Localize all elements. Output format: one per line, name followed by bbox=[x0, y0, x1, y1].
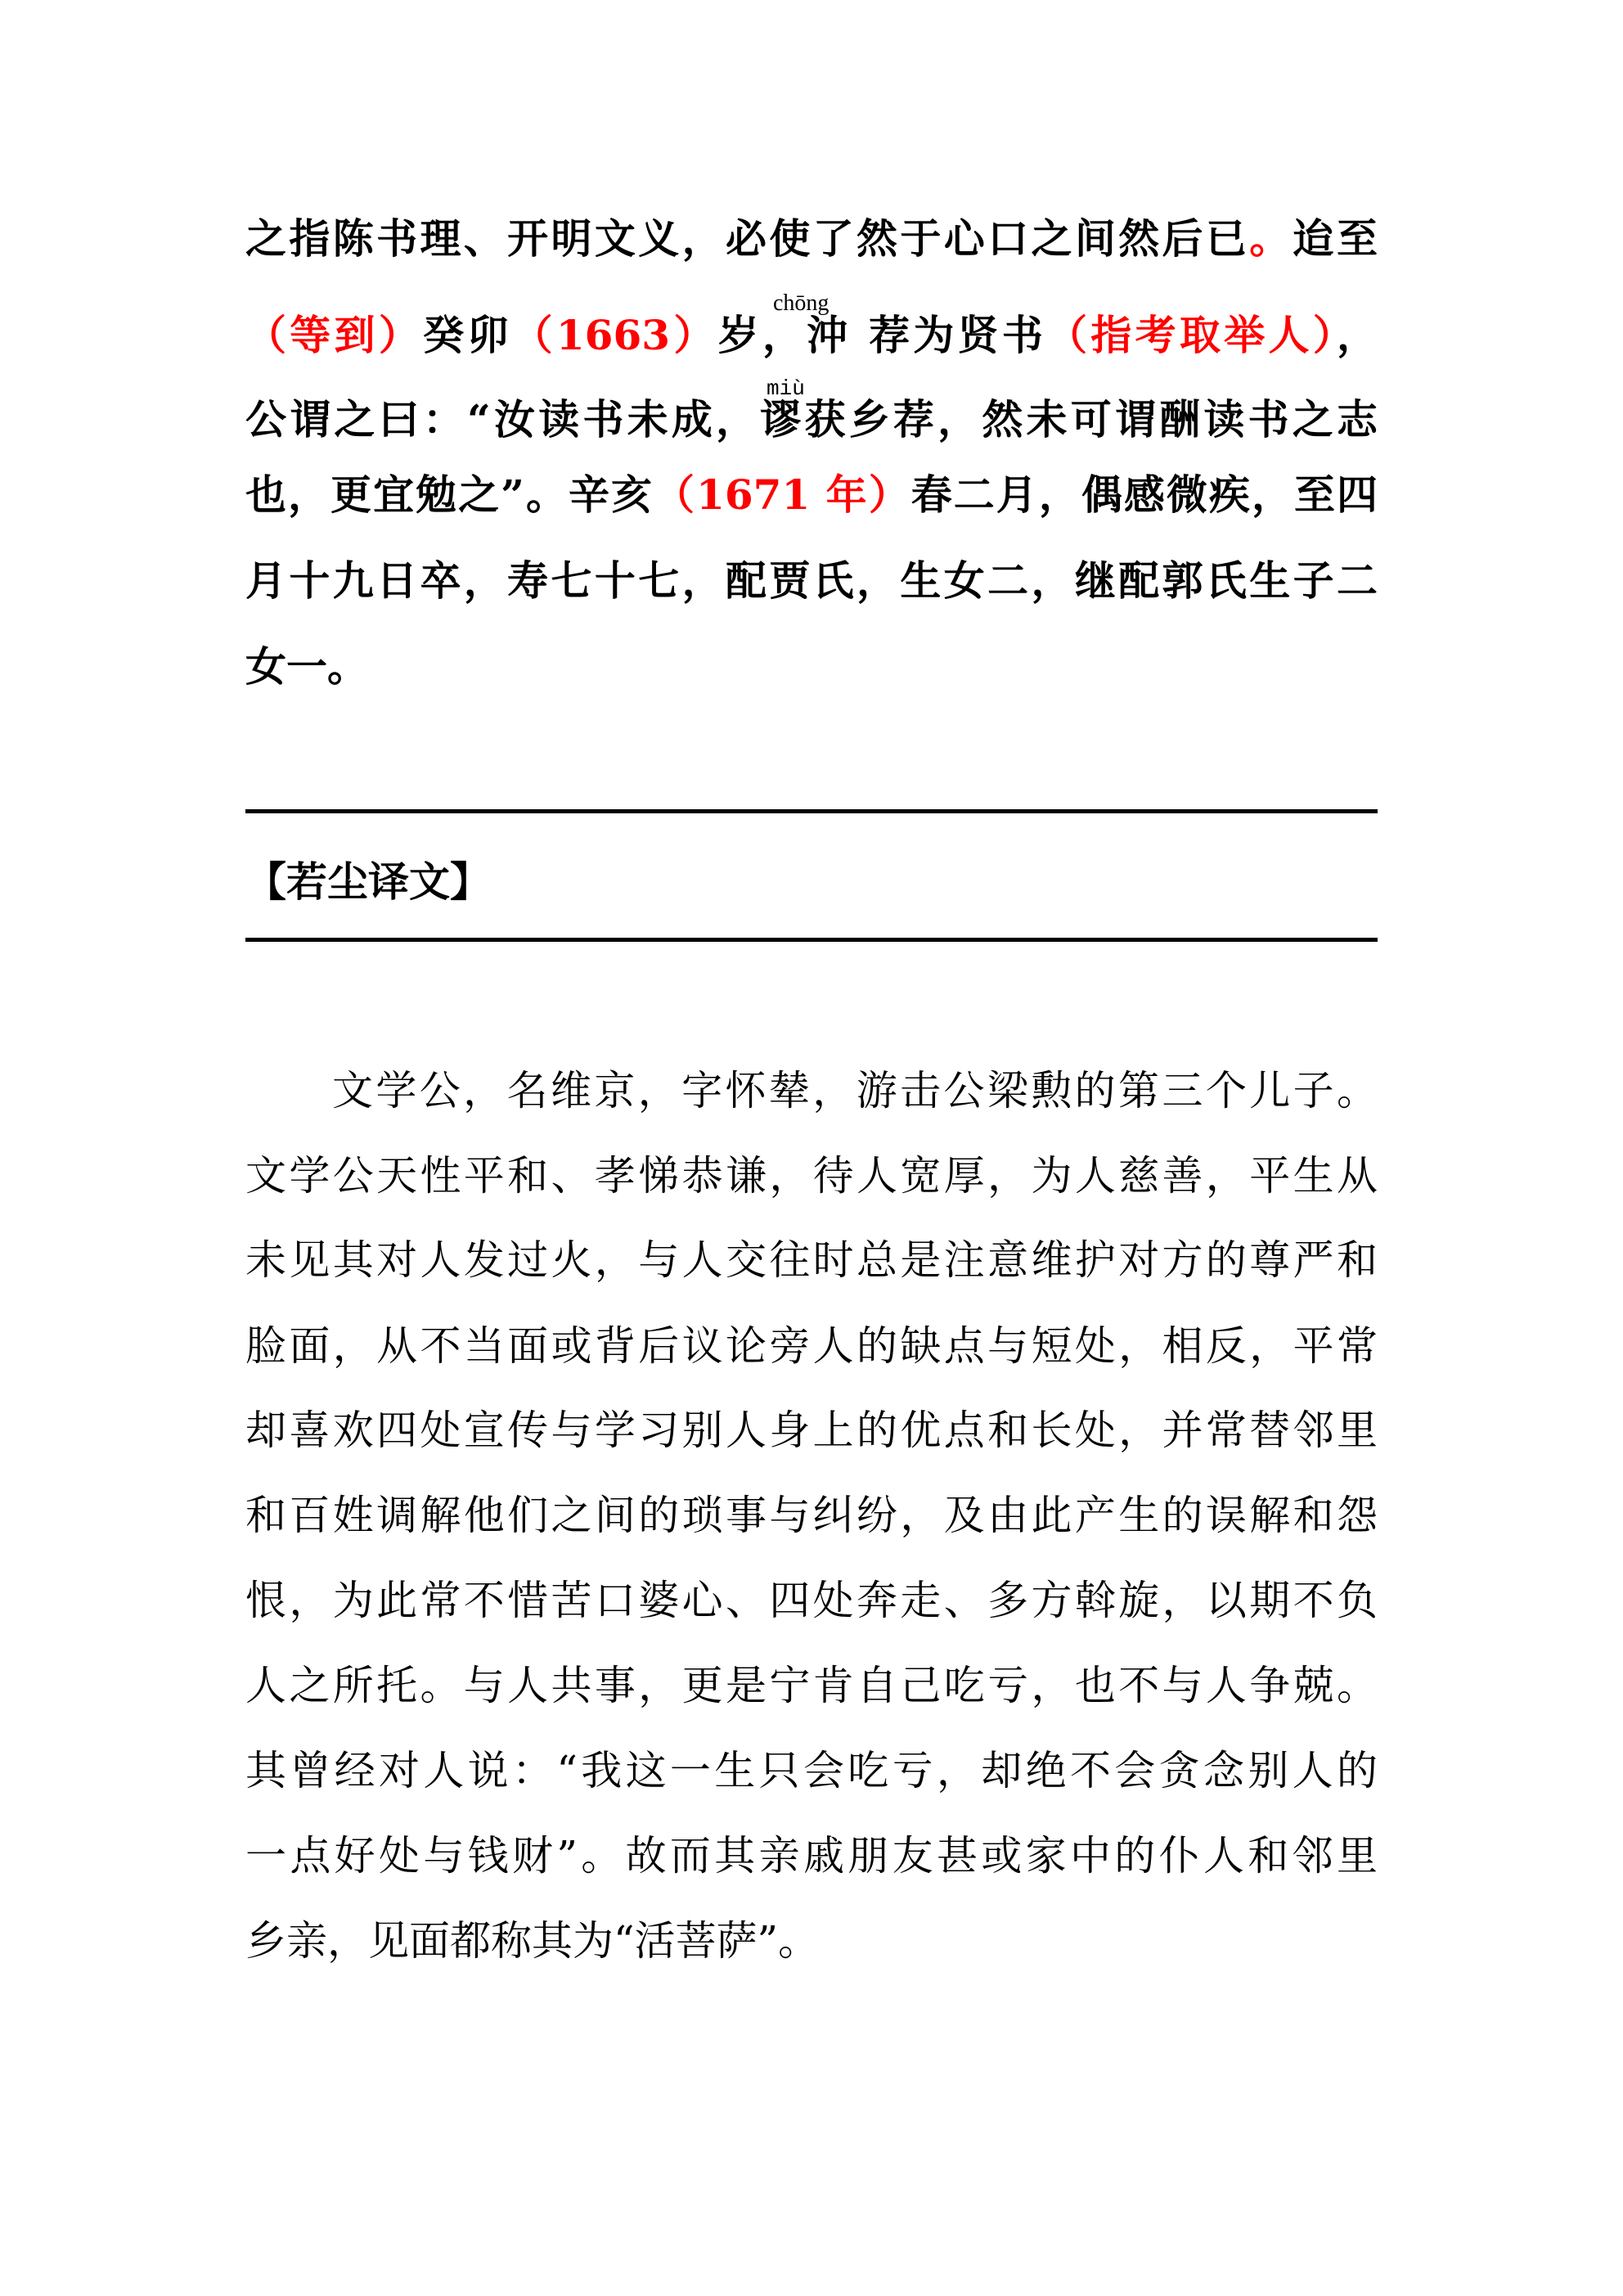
original-line-1 bbox=[245, 213, 1378, 265]
translation-line-11: 乡亲，见面都称其为“活菩萨”。 bbox=[245, 1917, 820, 1965]
text-segment: 公谓之曰：“汝读书未成，谬获乡荐，然未可谓酬读书之志 bbox=[245, 395, 1378, 443]
red-annotation: （等到） bbox=[245, 311, 424, 359]
translation-line-7: 恨，为此常不惜苦口婆心、四处奔走、多方斡旋，以期不负 bbox=[245, 1577, 1378, 1624]
translation-line-6: 和百姓调解他们之间的琐事与纠纷，及由此产生的误解和怨 bbox=[245, 1492, 1378, 1539]
original-line-6 bbox=[245, 641, 1378, 693]
translation-line-3: 未见其对人发过火，与人交往时总是注意维护对方的尊严和 bbox=[245, 1236, 1378, 1284]
section-heading: 【若尘译文】 bbox=[245, 858, 491, 906]
translation-line-8: 人之所托。与人共事，更是宁肯自己吃亏，也不与人争兢。 bbox=[245, 1662, 1378, 1709]
red-annotation: （1671 年） bbox=[654, 470, 911, 519]
pinyin-annotation-chong: chōng bbox=[773, 290, 829, 316]
text-segment: 女一。 bbox=[245, 642, 368, 691]
text-segment: 岁，沖 荐为贤书 bbox=[717, 311, 1047, 359]
red-annotation: （1663） bbox=[511, 311, 718, 359]
text-segment: 月十九日卒，寿七十七，配贾氏，生女二，继配郭氏生子二 bbox=[245, 556, 1378, 605]
translation-line-5: 却喜欢四处宣传与学习别人身上的优点和长处，并常替邻里 bbox=[245, 1407, 1378, 1454]
text-segment: 也，更宜勉之”。辛亥 bbox=[245, 470, 654, 519]
translation-line-2: 文学公天性平和、孝悌恭谦，待人宽厚，为人慈善，平生从 bbox=[245, 1152, 1378, 1200]
top-divider-rule bbox=[245, 809, 1378, 813]
text-segment: ， bbox=[1337, 311, 1378, 359]
text-segment: 癸卯 bbox=[423, 311, 512, 359]
pinyin-annotation-miu: miù bbox=[767, 376, 805, 401]
original-line-5 bbox=[245, 555, 1378, 607]
translation-line-9: 其曾经对人说：“我这一生只会吃亏，却绝不会贪念别人的 bbox=[245, 1747, 1378, 1794]
bottom-divider-rule bbox=[245, 938, 1378, 942]
translation-line-4: 脸面，从不当面或背后议论旁人的缺点与短处，相反，平常 bbox=[245, 1322, 1378, 1370]
original-line-4 bbox=[245, 469, 1378, 521]
translation-line-10: 一点好处与钱财”。故而其亲戚朋友甚或家中的仆人和邻里 bbox=[245, 1832, 1378, 1880]
original-line-2 bbox=[245, 309, 1378, 362]
red-annotation: （指考取举人） bbox=[1046, 311, 1338, 359]
text-segment: 迨至 bbox=[1293, 214, 1378, 263]
red-punctuation: 。 bbox=[1249, 214, 1293, 263]
text-segment: 之指陈书理、开明文义，必使了然于心口之间然后已 bbox=[245, 214, 1250, 263]
translation-line-1: 文学公，名维京，字怀辇，游击公梁勲的第三个儿子。 bbox=[332, 1067, 1378, 1114]
text-segment: 春二月，偶感微疾，至四 bbox=[910, 470, 1378, 519]
original-line-3 bbox=[245, 394, 1378, 446]
